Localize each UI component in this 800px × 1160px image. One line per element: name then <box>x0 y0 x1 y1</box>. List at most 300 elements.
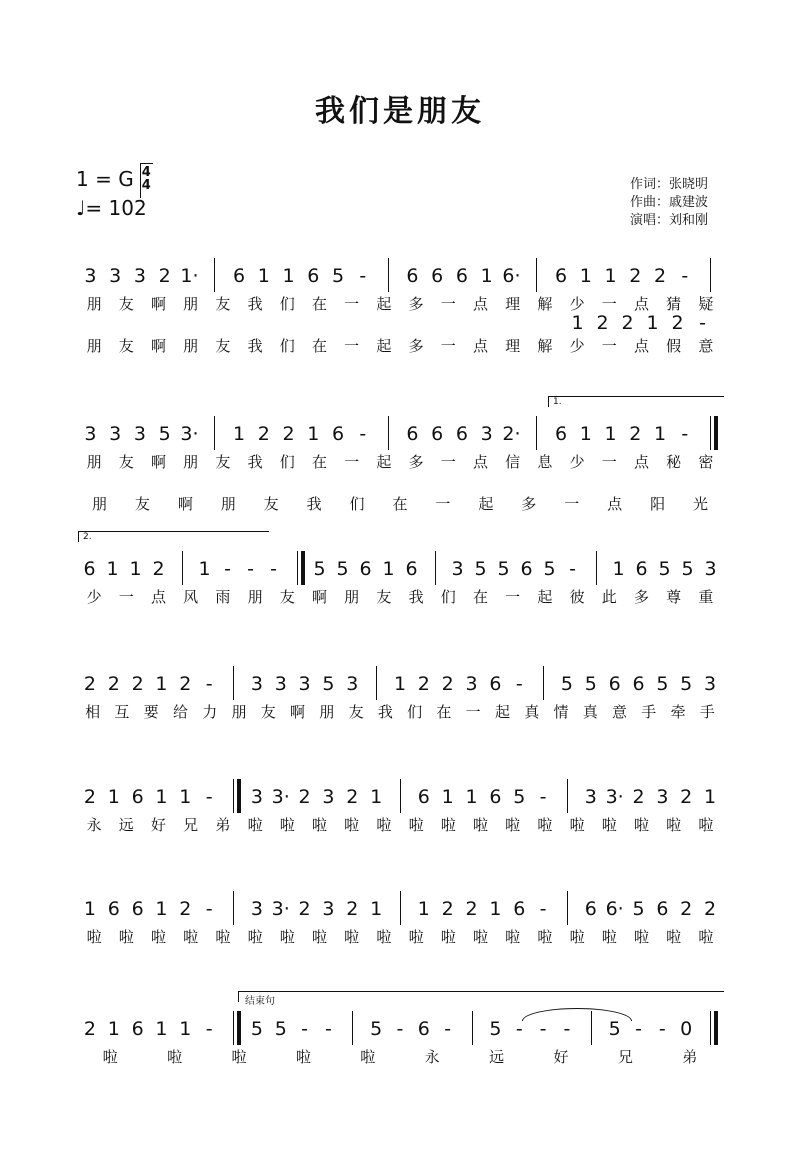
lyric-line-1: 息 <box>537 453 553 471</box>
note: 2 <box>632 786 645 808</box>
note: 1 <box>393 673 407 695</box>
note: 2 <box>671 312 684 334</box>
note: 2 <box>596 312 609 334</box>
lyric-line-1: 朋 <box>247 588 263 606</box>
note: 1 <box>232 423 246 445</box>
lyric-line-1: 互 <box>114 703 130 721</box>
note: 5 <box>274 1018 287 1040</box>
dash-note: - <box>539 786 547 808</box>
note: 3 <box>480 423 493 445</box>
lyric-line-1: 啦 <box>344 928 360 946</box>
lyric-line-1: 起 <box>537 588 553 606</box>
note: 2 <box>158 265 171 287</box>
note: 5 <box>474 558 487 580</box>
lyric-line-1: 多 <box>633 588 649 606</box>
note: 5 <box>658 558 671 580</box>
note: 5 <box>322 673 335 695</box>
lyric-line-1: 力 <box>202 703 218 721</box>
lyric-line-1: 啦 <box>376 816 392 834</box>
note: 1 <box>382 558 395 580</box>
note: 3 <box>704 558 717 580</box>
lyric-line-1: 少 <box>86 588 102 606</box>
note: 1 <box>198 558 211 580</box>
note: 1 <box>370 786 383 808</box>
lyric-line-1: 啦 <box>360 1048 376 1066</box>
note: 6 <box>632 673 645 695</box>
lyric-line-1: 啦 <box>666 816 682 834</box>
dash-note: - <box>301 1018 308 1040</box>
lyric-line-1: 弟 <box>682 1048 698 1066</box>
lyric-line-1: 我 <box>247 453 263 471</box>
lyric-line-1: 在 <box>311 453 327 471</box>
lyric-line-1: 啦 <box>440 816 456 834</box>
lyric-line-2: 少 <box>569 337 585 355</box>
note: 1 <box>465 786 478 808</box>
lyric-line-2: 多 <box>521 495 537 513</box>
note: 3 <box>465 673 478 695</box>
lyric-line-1: 啦 <box>472 816 488 834</box>
note: 5 <box>584 673 597 695</box>
note: 2 <box>680 898 693 920</box>
note: 2 <box>107 673 120 695</box>
barline <box>388 258 389 292</box>
lyric-line-1: 一 <box>505 588 521 606</box>
lyric-line-1: 友 <box>118 295 134 313</box>
note: 2 <box>83 1018 96 1040</box>
note: 5 <box>680 673 693 695</box>
lyric-line-1: 在 <box>436 703 452 721</box>
key-label: 1 = G <box>76 167 134 191</box>
lyric-line-1: 朋 <box>344 588 360 606</box>
lyric-line-1: 朋 <box>183 453 199 471</box>
note: 6 <box>417 786 430 808</box>
dash-note: - <box>635 1018 642 1040</box>
lyric-line-1: 啦 <box>440 928 456 946</box>
lyric-line-2: 们 <box>279 337 295 355</box>
dash-note: - <box>658 1018 666 1040</box>
dash-note: - <box>270 558 277 580</box>
lyric-line-1: 一 <box>440 295 456 313</box>
note: 3 <box>322 786 335 808</box>
note: 1 <box>441 786 454 808</box>
barline <box>388 416 389 450</box>
lyric-line-1: 牵 <box>670 703 686 721</box>
volta-second-ending <box>78 531 269 542</box>
barline <box>710 1011 711 1045</box>
key-signature <box>76 166 151 192</box>
lyric-line-1: 友 <box>348 703 364 721</box>
note: 1 <box>571 312 584 334</box>
note: 6 <box>431 265 444 287</box>
lyric-line-1: 兄 <box>617 1048 633 1066</box>
dash-note: - <box>205 898 213 920</box>
lyric-line-2: 理 <box>505 337 521 355</box>
barline <box>710 416 711 450</box>
lyric-line-2: 我 <box>247 337 263 355</box>
note: 2 <box>629 265 642 287</box>
lyric-line-1: 啦 <box>472 928 488 946</box>
lyric-line-1: 相 <box>85 703 101 721</box>
lyric-line-1: 啦 <box>408 928 424 946</box>
dash-note: - <box>444 1018 452 1040</box>
lyric-line-1: 友 <box>279 588 295 606</box>
lyric-line-1: 啦 <box>698 816 714 834</box>
note: 2 <box>621 312 634 334</box>
lyric-line-1: 友 <box>118 453 134 471</box>
lyric-line-1: 一 <box>601 453 617 471</box>
lyric-line-2: 友 <box>215 337 231 355</box>
lyric-line-1: 啦 <box>633 928 649 946</box>
note: 1 <box>646 312 659 334</box>
note: 2 <box>257 423 270 445</box>
note: 6 <box>406 423 419 445</box>
note: 5 <box>513 786 526 808</box>
note: 1 <box>579 265 592 287</box>
note: 2 <box>465 898 478 920</box>
barline <box>297 551 298 585</box>
barline <box>182 551 183 585</box>
lyric-line-1: 啦 <box>150 928 166 946</box>
note: 6 <box>332 423 345 445</box>
note: 3 <box>109 423 122 445</box>
time-bar <box>140 163 153 198</box>
lyric-line-2: 点 <box>633 337 649 355</box>
lyric-line-1: 此 <box>601 588 617 606</box>
barline <box>543 666 544 700</box>
note: 5 <box>497 558 510 580</box>
note: 6 <box>513 898 526 920</box>
note: 2 <box>131 673 144 695</box>
lyric-line-1: 啦 <box>231 1048 247 1066</box>
lyric-line-2: 点 <box>472 337 488 355</box>
lyric-line-1: 友 <box>215 453 231 471</box>
note: 1 <box>83 898 96 920</box>
lyric-line-2: 意 <box>698 337 714 355</box>
note: 6 <box>608 673 621 695</box>
lyric-line-1: 朋 <box>86 295 102 313</box>
note: 3 <box>584 786 597 808</box>
lyric-line-1: 一 <box>344 453 360 471</box>
lyric-line-2: 起 <box>478 495 494 513</box>
lyric-line-1: 一 <box>344 295 360 313</box>
note: 5 <box>370 1018 383 1040</box>
lyric-line-1: 啦 <box>569 816 585 834</box>
lyric-line-1: 啦 <box>505 928 521 946</box>
note: 1 <box>155 898 168 920</box>
note: 6· <box>502 265 521 287</box>
note: 1 <box>155 786 168 808</box>
lyric-line-2: 友 <box>134 495 150 513</box>
note: 6 <box>107 898 120 920</box>
volta-first-label: 1. <box>553 397 562 407</box>
lyric-line-1: 啦 <box>311 928 327 946</box>
lyric-line-2: 点 <box>607 495 623 513</box>
lyric-line-1: 起 <box>376 453 392 471</box>
lyric-line-1: 秘 <box>666 453 682 471</box>
note: 5 <box>313 558 326 580</box>
lyric-line-1: 少 <box>569 295 585 313</box>
lyric-line-1: 们 <box>279 295 295 313</box>
dash-note: - <box>224 558 231 580</box>
lyric-line-1: 啦 <box>601 928 617 946</box>
lyric-line-1: 在 <box>311 295 327 313</box>
lyric-line-1: 多 <box>408 295 424 313</box>
lyric-line-1: 点 <box>472 453 488 471</box>
note: 5 <box>656 673 669 695</box>
note: 5 <box>608 1018 621 1040</box>
note: 3 <box>133 265 146 287</box>
lyric-line-1: 远 <box>118 816 134 834</box>
note: 2 <box>346 786 359 808</box>
barline <box>352 1011 353 1045</box>
lyric-line-1: 意 <box>612 703 628 721</box>
note: 3 <box>250 786 263 808</box>
note: 5 <box>336 558 349 580</box>
lyric-line-2: 解 <box>537 337 553 355</box>
dash-note: - <box>539 1018 547 1040</box>
lyric-line-2: 一 <box>344 337 360 355</box>
lyric-line-2: 我 <box>306 495 322 513</box>
lyric-line-1: 朋 <box>86 453 102 471</box>
note: 3 <box>298 673 311 695</box>
barline <box>596 551 597 585</box>
lyric-line-1: 一 <box>440 453 456 471</box>
lyric-line-2: 一 <box>564 495 580 513</box>
note: 2 <box>179 673 192 695</box>
dash-note: - <box>539 898 547 920</box>
note: 2 <box>298 786 311 808</box>
note: 1 <box>155 673 168 695</box>
lyric-line-2: 在 <box>392 495 408 513</box>
lyric-line-1: 彼 <box>569 588 585 606</box>
note: 6 <box>405 558 418 580</box>
lyric-line-1: 兄 <box>183 816 199 834</box>
lyric-line-1: 啦 <box>247 928 263 946</box>
note: 2 <box>83 673 96 695</box>
barline <box>233 1011 234 1045</box>
lyric-line-1: 啦 <box>376 928 392 946</box>
lyric-line-1: 风 <box>183 588 199 606</box>
note: 6 <box>359 558 372 580</box>
lyric-line-1: 啦 <box>183 928 199 946</box>
lyric-line-2: 朋 <box>91 495 107 513</box>
lyric-line-1: 啦 <box>569 928 585 946</box>
note: 6 <box>406 265 419 287</box>
lyric-line-1: 起 <box>376 295 392 313</box>
lyric-line-1: 起 <box>494 703 510 721</box>
lyric-line-1: 啦 <box>295 1048 311 1066</box>
lyric-line-1: 啦 <box>86 928 102 946</box>
lyric-line-2: 阳 <box>650 495 666 513</box>
barline <box>214 416 215 450</box>
note: 1 <box>107 1018 120 1040</box>
lyric-line-2: 们 <box>349 495 365 513</box>
barline <box>567 891 568 925</box>
note: 3 <box>109 265 122 287</box>
note: 1 <box>307 423 320 445</box>
dash-note: - <box>515 673 523 695</box>
note: 6 <box>131 786 144 808</box>
tempo-marking: ♩= 102 <box>76 196 147 220</box>
lyric-line-1: 啦 <box>215 928 231 946</box>
lyric-line-2: 一 <box>435 495 451 513</box>
note: 1 <box>129 558 142 580</box>
barline <box>536 258 537 292</box>
lyric-line-1: 猜 <box>666 295 682 313</box>
dash-note: - <box>563 1018 571 1040</box>
credits-block <box>630 176 708 230</box>
lyric-line-1: 啦 <box>601 816 617 834</box>
note: 5 <box>332 265 345 287</box>
note: 1 <box>282 265 295 287</box>
note: 6 <box>489 786 502 808</box>
lyric-line-1: 弟 <box>215 816 231 834</box>
note: 1 <box>106 558 119 580</box>
lyric-line-1: 点 <box>472 295 488 313</box>
dash-note: - <box>396 1018 404 1040</box>
lyric-line-1: 啦 <box>279 928 295 946</box>
note: 1 <box>704 786 717 808</box>
lyric-line-2: 假 <box>666 337 682 355</box>
note: 5 <box>681 558 694 580</box>
note: 1 <box>370 898 383 920</box>
lyric-line-1: 给 <box>172 703 188 721</box>
singer-credit: 演唱：刘和刚 <box>630 213 709 228</box>
barline <box>710 258 711 292</box>
note: 5 <box>158 423 171 445</box>
lyric-line-1: 啦 <box>118 928 134 946</box>
lyric-line-2: 光 <box>693 495 709 513</box>
note: 1 <box>579 423 592 445</box>
dash-note: - <box>205 1018 213 1040</box>
dash-note: - <box>205 786 213 808</box>
barline <box>233 891 234 925</box>
note: 6 <box>83 558 96 580</box>
lyric-line-1: 雨 <box>215 588 231 606</box>
note: 2 <box>179 898 192 920</box>
lyric-line-2: 一 <box>440 337 456 355</box>
note: 2 <box>654 265 667 287</box>
note: 6 <box>584 898 597 920</box>
song-title: 我们是朋友 <box>315 94 485 129</box>
barline <box>233 779 234 813</box>
note: 1 <box>604 265 617 287</box>
lyric-line-1: 们 <box>440 588 456 606</box>
barline <box>472 1011 473 1045</box>
lyric-line-1: 啦 <box>633 816 649 834</box>
note: 5 <box>632 898 645 920</box>
note: 6 <box>455 423 468 445</box>
note: 6 <box>131 898 144 920</box>
lyric-line-1: 手 <box>641 703 657 721</box>
note: 2 <box>680 786 693 808</box>
lyric-line-1: 啊 <box>150 453 166 471</box>
note: 2 <box>441 673 454 695</box>
note: 6 <box>635 558 648 580</box>
note: 6· <box>605 898 624 920</box>
lyric-line-1: 解 <box>537 295 553 313</box>
note: 2 <box>282 423 295 445</box>
barline <box>567 779 568 813</box>
lyric-line-1: 在 <box>472 588 488 606</box>
note: 1 <box>179 1018 192 1040</box>
note: 2 <box>629 423 642 445</box>
note: 6 <box>232 265 246 287</box>
lyric-line-1: 啦 <box>247 816 263 834</box>
dash-note: - <box>247 558 254 580</box>
note: 6 <box>554 265 568 287</box>
note: 2 <box>441 898 454 920</box>
lyric-line-1: 啦 <box>344 816 360 834</box>
note: 5 <box>543 558 556 580</box>
lyric-line-2: 一 <box>601 337 617 355</box>
dash-note: - <box>515 1018 523 1040</box>
lyric-line-1: 点 <box>633 453 649 471</box>
barline <box>233 666 234 700</box>
note: 2 <box>346 898 359 920</box>
lyric-line-1: 啊 <box>150 295 166 313</box>
note: 3 <box>250 673 263 695</box>
dash-note: - <box>359 423 367 445</box>
dash-note: - <box>569 558 576 580</box>
lyric-line-1: 朋 <box>231 703 247 721</box>
volta-second-label: 2. <box>83 532 92 542</box>
note: 3 <box>346 673 359 695</box>
note: 0 <box>680 1018 693 1040</box>
note: 1 <box>417 898 430 920</box>
lyric-line-1: 尊 <box>666 588 682 606</box>
lyricist-credit: 作词：张晓明 <box>630 177 709 192</box>
ending-phrase-bracket <box>238 991 724 1007</box>
lyric-line-1: 疑 <box>698 295 714 313</box>
lyric-line-1: 一 <box>465 703 481 721</box>
note: 3 <box>84 423 97 445</box>
lyric-line-1: 少 <box>569 453 585 471</box>
note: 2 <box>152 558 165 580</box>
lyric-line-1: 手 <box>699 703 715 721</box>
note: 2· <box>502 423 521 445</box>
lyric-line-1: 啦 <box>279 816 295 834</box>
note: 6 <box>489 673 502 695</box>
lyric-line-2: 多 <box>408 337 424 355</box>
note: 1 <box>179 786 192 808</box>
lyric-line-2: 朋 <box>183 337 199 355</box>
note: 6 <box>417 1018 430 1040</box>
dash-note: - <box>325 1018 332 1040</box>
time-signature <box>142 166 151 192</box>
lyric-line-1: 一 <box>601 295 617 313</box>
lyric-line-1: 们 <box>407 703 423 721</box>
dash-note: - <box>699 312 706 334</box>
note: 6 <box>431 423 444 445</box>
lyric-line-1: 重 <box>698 588 714 606</box>
lyric-line-1: 永 <box>424 1048 440 1066</box>
lyric-line-1: 啦 <box>698 928 714 946</box>
composer-credit: 作曲：戚建波 <box>630 195 709 210</box>
barline <box>376 666 377 700</box>
note: 3· <box>180 423 199 445</box>
lyric-line-1: 我 <box>377 703 393 721</box>
lyric-line-2: 在 <box>311 337 327 355</box>
note: 3 <box>451 558 464 580</box>
lyric-line-1: 啦 <box>537 816 553 834</box>
note: 6 <box>307 265 320 287</box>
time-top: 4 <box>141 165 151 180</box>
note: 1 <box>480 265 493 287</box>
note: 3· <box>271 786 290 808</box>
lyric-line-2: 朋 <box>86 337 102 355</box>
lyric-line-2: 起 <box>376 337 392 355</box>
